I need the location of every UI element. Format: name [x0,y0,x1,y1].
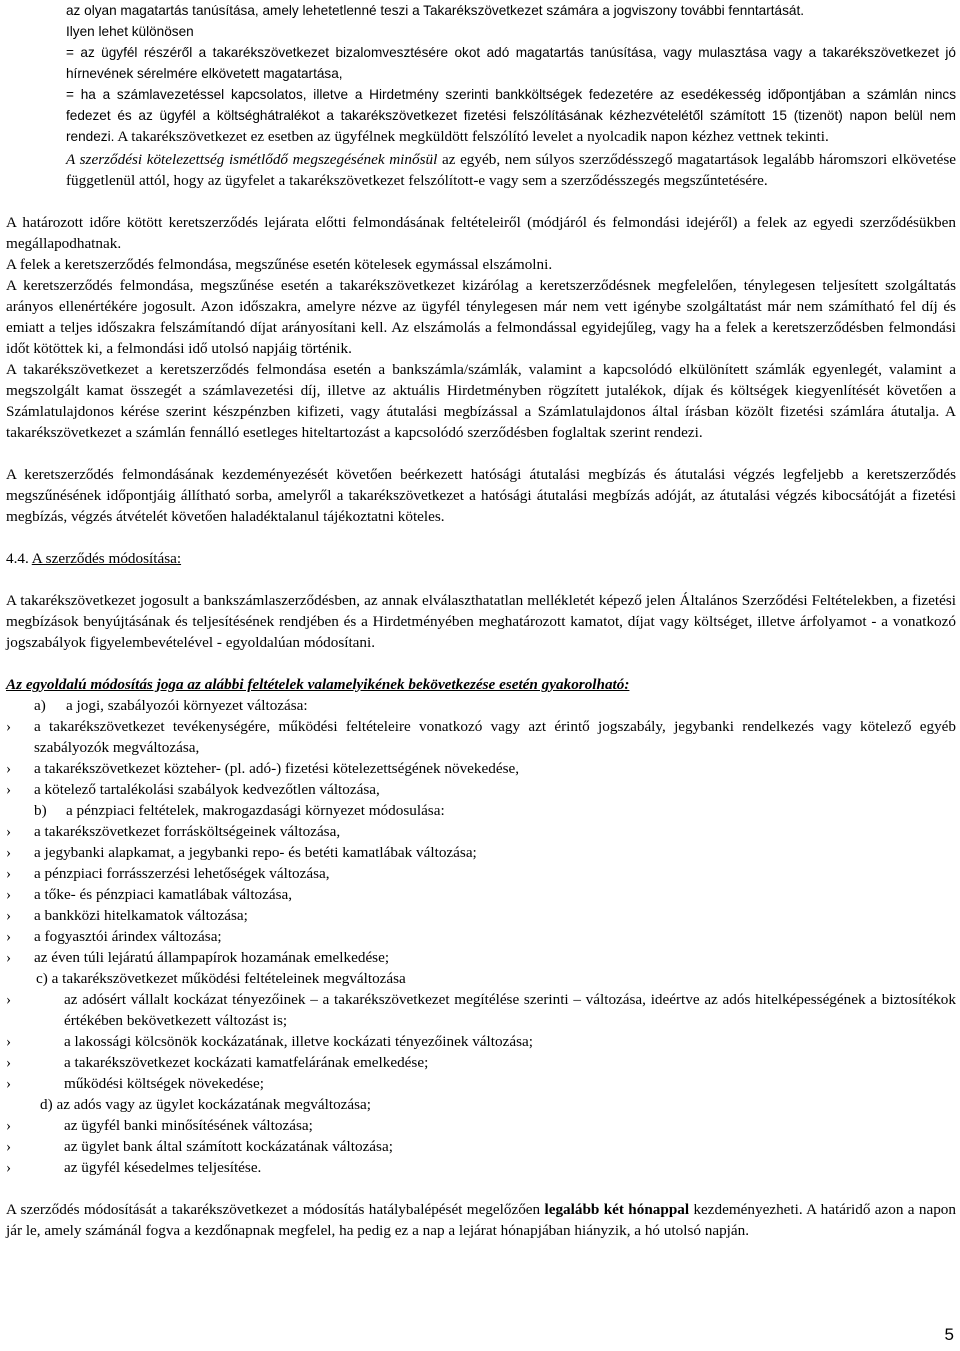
paragraph: A takarékszövetkezet a keretszerződés felmondása esetén a bankszámla/számlák, valamint a kapcsolódó elkülönített számlák egyenlegét, valamint a megszolgált kamat összegét a számlavezetési díj, illetve az aktuális Hirdetményben rögzített jutalékok, díjak és költségek kiegyenlítését követően a Számlatulajdonos kérése szerint készpénzben kifizeti, vagy átutalási megbízással a Számlatulajdonos által írásban közölt fizetési számlára átutalja. A takarékszövetkezet a számlán fennálló esetleges hiteltartozást a kapcsolódó szerződésben foglaltak szerint rendezi. [6,361,956,441]
list-item: › az adósért vállalt kockázat tényezőinek – a takarékszövetkezet megítélése szerinti – változása, ideértve az adós hitelképességének a biztosítékok értékében bekövetkezett változást is; [6,991,956,1029]
chevron-bullet-icon: › [6,928,12,945]
list-item: › a takarékszövetkezet kockázati kamatfelárának emelkedése; [6,1054,429,1071]
top-item-3: A szerződési kötelezettség ismétlődő megszegésének minősül az egyéb, nem súlyos szerződésszegő magatartások legalább háromszori elkövetése függetlenül attól, hogy az ügyfelet a takarékszövetkezet felszólított-e vagy sem a szerződésszegés megszűntetésére. [66,151,956,189]
chevron-bullet-icon: › [6,1117,12,1134]
chevron-bullet-icon: › [6,1033,12,1050]
paragraph: A keretszerződés felmondásának kezdeményezését követően beérkezett hatósági átutalási megbízás és átutalási végzés legfeljebb a keretszerződés megszűnésének időpontjáig állítható sorba, amelyről a takarékszövetkezet a hatósági átutalási megbízás adóját, az átutalási végzés kibocsátóját a fizetési megbízás, végzés átvételét követően haladéktalanul tájékoztatni köteles. [6,466,956,525]
document-page [6,0,956,1241]
list-item: › az ügyfél késedelmes teljesítése. [6,1159,262,1176]
top-item-2: = ha a számlavezetéssel kapcsolatos, illetve a Hirdetmény szerinti bankköltségek fedezetére az esedékesség időpontjában a számlán nincs fedezet és az ügyfél a költséghátralékot a takarékszövetkezet fizetési felszólításának kézhezvételétől számított 15 (tizenöt) napon belül nem rendezi. A takarékszövetkezet ez esetben az ügyfélnek megküldött felszólító levelet a nyolcadik napon kézhez vettnek tekinti. [66,87,956,145]
top-block [6,0,956,191]
list-item: › a tőke- és pénzpiaci kamatlábak változása, [6,886,293,903]
chevron-bullet-icon: › [6,1159,12,1176]
group-c-list [6,989,956,1094]
group-c-heading: c) a takarékszövetkezet működési feltételeinek megváltozása [36,970,406,987]
list-item: › a takarékszövetkezet közteher- (pl. adó-) fizetési kötelezettségének növekedése, [6,760,520,777]
chevron-bullet-icon: › [6,844,12,861]
list-item: › a bankközi hitelkamatok változása; [6,907,248,924]
list-item: › az éven túli lejáratú állampapírok hozamának emelkedése; [6,949,390,966]
top-item-1: = az ügyfél részéről a takarékszövetkezet bizalomvesztésére okot adó magatartás tanúsítása, vagy mulasztása vagy a takarékszövetkezet jó hírnevének sérelmére elkövetett magatartása, [66,45,956,81]
chevron-bullet-icon: › [6,1075,12,1092]
list-item: › a takarékszövetkezet tevékenységére, működési feltételeire vonatkozó vagy azt érintő jogszabály, jegybanki rendelkezés vagy kötelező egyéb szabályozók megváltozása, [6,718,956,756]
final-paragraph: A szerződés módosítását a takarékszövetkezet a módosítás hatálybalépését megelőzően legalább két hónappal kezdeményezheti. A határidő azon a napon jár le, amely számánál fogva a kezdőnapnak megfelel, ha pedig ez a nap a lejárat hónapjában hiányzik, a hó utolsó napján. [6,1201,956,1239]
chevron-bullet-icon: › [6,1138,12,1155]
chevron-bullet-icon: › [6,781,12,798]
paragraph: A felek a keretszerződés felmondása, megszűnése esetén kötelesek egymással elszámolni. [6,256,553,273]
group-d-list [6,1115,956,1178]
list-item: › működési költségek növekedése; [6,1075,264,1092]
paragraph: A határozott időre kötött keretszerződés lejárata előtti felmondásának feltételeiről (módjáról és felmondási idejéről) a felek az egyedi szerződésükben megállapodhatnak. [6,214,956,252]
list-item: › a pénzpiaci forrásszerzési lehetőségek változása, [6,865,330,882]
list-item: › a jegybanki alapkamat, a jegybanki repo- és betéti kamatlábak változása; [6,844,477,861]
section-title: A szerződés módosítása: [31,550,182,567]
chevron-bullet-icon: › [6,718,12,735]
page-number: 5 [944,1325,954,1344]
list-item: › a lakossági kölcsönök kockázatának, illetve kockázati tényezőinek változása; [6,1033,533,1050]
section-number: 4.4. [6,550,29,567]
top-line: az olyan magatartás tanúsítása, amely lehetetlenné teszi a Takarékszövetkezet számára a jogviszony további fenntartását. [66,3,804,18]
chevron-bullet-icon: › [6,886,12,903]
list-item: › az ügyfél banki minősítésének változása; [6,1117,313,1134]
group-b-heading: b) a pénzpiaci feltételek, makrogazdasági környezet módosulása: [34,802,445,819]
list-item: › az ügylet bank által számított kockázatának változása; [6,1138,393,1155]
conditions-title: Az egyoldalú módosítás joga az alábbi feltételek valamelyikének bekövetkezése esetén gyakorolható: [6,676,630,693]
list-item: › a kötelező tartalékolási szabályok kedvezőtlen változása, [6,781,380,798]
group-a-heading: a) a jogi, szabályozói környezet változása: [34,697,308,714]
group-b-list [6,821,956,968]
top-intro: Ilyen lehet különösen [66,24,194,39]
list-item: › a takarékszövetkezet forrásköltségeinek változása, [6,823,341,840]
chevron-bullet-icon: › [6,823,12,840]
section-heading [6,548,956,569]
list-item: › a fogyasztói árindex változása; [6,928,222,945]
chevron-bullet-icon: › [6,991,12,1008]
group-a-list [6,716,956,800]
chevron-bullet-icon: › [6,1054,12,1071]
modify-paragraph: A takarékszövetkezet jogosult a bankszámlaszerződésben, az annak elválaszthatatlan mellékletét képező jelen Általános Szerződési Feltételekben, a fizetési megbízások benyújtásának és teljesítésének rendjében és a Hirdetményében meghatározott kamatot, díjat vagy költséget, illetve árfolyamot - a vonatkozó jogszabályok figyelembevételével - egyoldalúan módosítani. [6,592,956,651]
paragraph: A keretszerződés felmondása, megszűnése esetén a takarékszövetkezet kizárólag a keretszerződésnek megfelelően, ténylegesen teljesített szolgáltatás arányos ellenértékére jogosult. Azon időszakra, amelyre nézve az ügyfél ténylegesen már nem vett igénybe szolgáltatást már nem számítható fel díj és emiatt a teljes időszakra felszámítandó díjat arányosítani kell. Az elszámolás a felmondással egyidejűleg, vagy ha a felek a keretszerződésben felmondási időt kötöttek ki, a felmondási idő utolsó napjáig történik. [6,277,956,357]
chevron-bullet-icon: › [6,760,12,777]
chevron-bullet-icon: › [6,907,12,924]
group-d-heading: d) az adós vagy az ügylet kockázatának megváltozása; [40,1096,372,1113]
chevron-bullet-icon: › [6,949,12,966]
chevron-bullet-icon: › [6,865,12,882]
